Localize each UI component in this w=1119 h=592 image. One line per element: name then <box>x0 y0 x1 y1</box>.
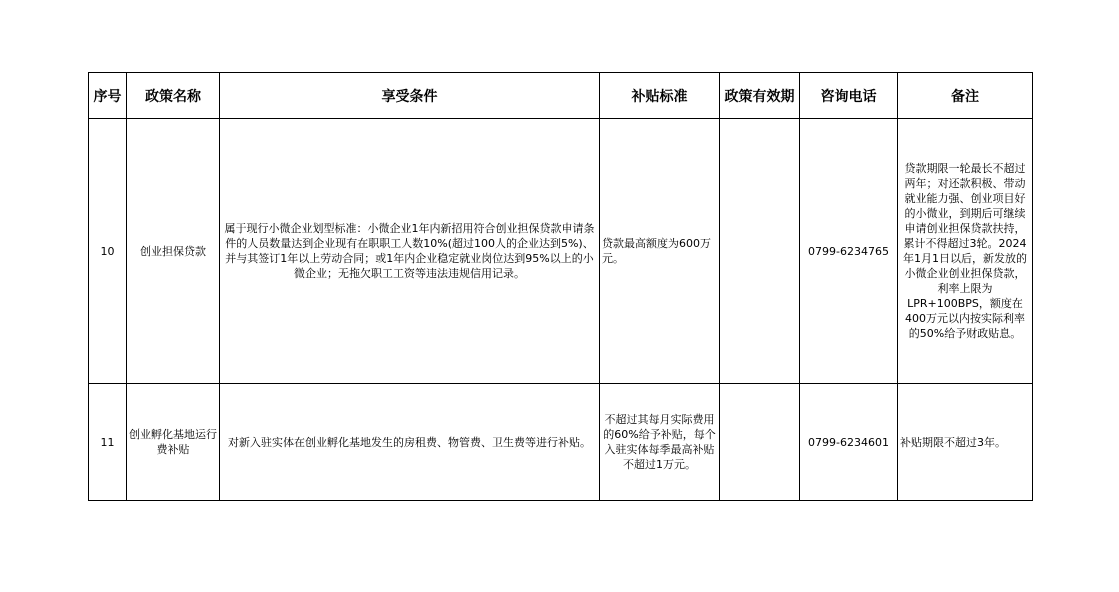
cell-remark: 补贴期限不超过3年。 <box>898 384 1033 501</box>
header-policy-name: 政策名称 <box>127 73 220 119</box>
header-standard: 补贴标准 <box>600 73 720 119</box>
cell-validity <box>720 384 800 501</box>
cell-standard: 不超过其每月实际费用的60%给予补贴，每个入驻实体每季最高补贴不超过1万元。 <box>600 384 720 501</box>
cell-condition: 对新入驻实体在创业孵化基地发生的房租费、物管费、卫生费等进行补贴。 <box>220 384 600 501</box>
table-row <box>89 119 1033 384</box>
cell-standard: 贷款最高额度为600万元。 <box>600 119 720 384</box>
cell-index: 10 <box>89 119 127 384</box>
cell-phone: 0799-6234765 <box>800 119 898 384</box>
header-condition: 享受条件 <box>220 73 600 119</box>
cell-policy-name: 创业孵化基地运行费补贴 <box>127 384 220 501</box>
cell-validity <box>720 119 800 384</box>
table-row <box>89 384 1033 501</box>
header-remark: 备注 <box>898 73 1033 119</box>
cell-index: 11 <box>89 384 127 501</box>
cell-phone: 0799-6234601 <box>800 384 898 501</box>
header-phone: 咨询电话 <box>800 73 898 119</box>
cell-condition: 属于现行小微企业划型标准：小微企业1年内新招用符合创业担保贷款申请条件的人员数量达到企业现有在职职工人数10%(超过100人的企业达到5%)、并与其签订1年以上劳动合同；或1年内企业稳定就业岗位达到95%以上的小微企业；无拖欠职工工资等违法违规信用记录。 <box>220 119 600 384</box>
cell-policy-name: 创业担保贷款 <box>127 119 220 384</box>
header-index: 序号 <box>89 73 127 119</box>
cell-remark: 贷款期限一轮最长不超过两年；对还款积极、带动就业能力强、创业项目好的小微业，到期后可继续申请创业担保贷款扶持，累计不得超过3轮。2024年1月1日以后，新发放的小微企业创业担保贷款，利率上限为LPR+100BPS，额度在400万元以内按实际利率的50%给予财政贴息。 <box>898 119 1033 384</box>
header-row <box>89 73 1033 119</box>
policy-table <box>88 72 1033 501</box>
header-validity: 政策有效期 <box>720 73 800 119</box>
